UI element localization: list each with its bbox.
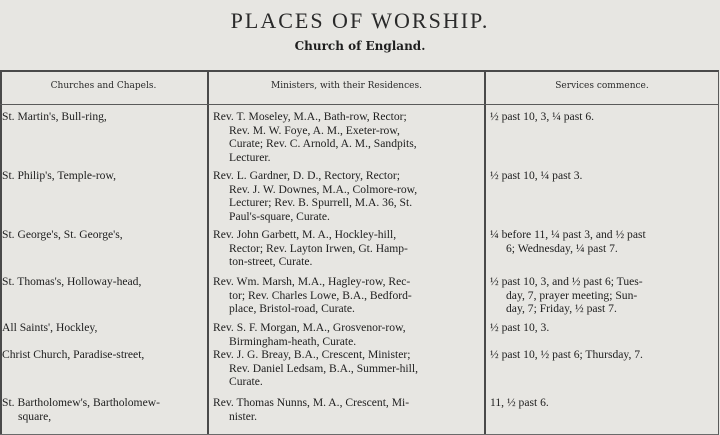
services-cell: ½ past 10, ½ past 6; Thursday, 7. — [490, 348, 643, 361]
services-cell: ½ past 10, 3, and ½ past 6; Tues- day, 7, prayer meeting; Sun- day, 7; Friday, ½ past 7. — [490, 275, 643, 316]
services-cell: 11, ½ past 6. — [490, 396, 549, 409]
ministers-cell: Rev. John Garbett, M. A., Hockley-hill, Rector; Rev. Layton Irwen, Gt. Hamp- ton-street, Curate. — [213, 228, 408, 269]
header-churches: Churches and Chapels. — [50, 81, 157, 91]
church-name: St. George's, St. George's, — [2, 228, 123, 241]
column-divider-1 — [207, 72, 209, 434]
ministers-cell: Rev. Thomas Nunns, M. A., Crescent, Mi- nister. — [213, 396, 410, 423]
services-cell: ½ past 10, 3. — [490, 321, 550, 334]
worship-table — [0, 70, 719, 435]
church-name: Christ Church, Paradise-street, — [2, 348, 145, 361]
church-name: All Saints', Hockley, — [2, 321, 98, 334]
section-title: Church of England. — [294, 39, 426, 53]
ministers-cell: Rev. L. Gardner, D. D., Rectory, Rector; Rev. J. W. Downes, M.A., Colmore-row, Lecturer; Rev. B. Spurrell, M.A. 36, St. Paul's-square, Curate. — [213, 169, 418, 223]
header-ministers: Ministers, with their Residences. — [271, 81, 422, 91]
header-rule — [0, 104, 718, 105]
church-name: St. Bartholomew's, Bartholomew- square, — [2, 396, 160, 423]
table-border-left — [0, 72, 2, 434]
services-cell: ½ past 10, 3, ¼ past 6. — [490, 110, 595, 123]
services-cell: ¼ before 11, ¼ past 3, and ½ past 6; Wednesday, ¼ past 7. — [490, 228, 646, 255]
church-name: St. Philip's, Temple-row, — [2, 169, 116, 182]
ministers-cell: Rev. J. G. Breay, B.A., Crescent, Minister; Rev. Daniel Ledsam, B.A., Summer-hill, Curate. — [213, 348, 418, 389]
services-cell: ½ past 10, ¼ past 3. — [490, 169, 583, 182]
ministers-cell: Rev. Wm. Marsh, M.A., Hagley-row, Rec- tor; Rev. Charles Lowe, B.A., Bedford- place, Bristol-road, Curate. — [213, 275, 412, 316]
church-name: St. Martin's, Bull-ring, — [2, 110, 107, 123]
page-title: PLACES OF WORSHIP. — [230, 8, 490, 33]
header-services: Services commence. — [555, 81, 649, 91]
ministers-cell: Rev. T. Moseley, M.A., Bath-row, Rector; Rev. M. W. Foye, A. M., Exeter-row, Curate; Rev. C. Arnold, A. M., Sandpits, Lecturer. — [213, 110, 417, 164]
ministers-cell: Rev. S. F. Morgan, M.A., Grosvenor-row, Birmingham-heath, Curate. — [213, 321, 406, 348]
church-name: St. Thomas's, Holloway-head, — [2, 275, 142, 288]
